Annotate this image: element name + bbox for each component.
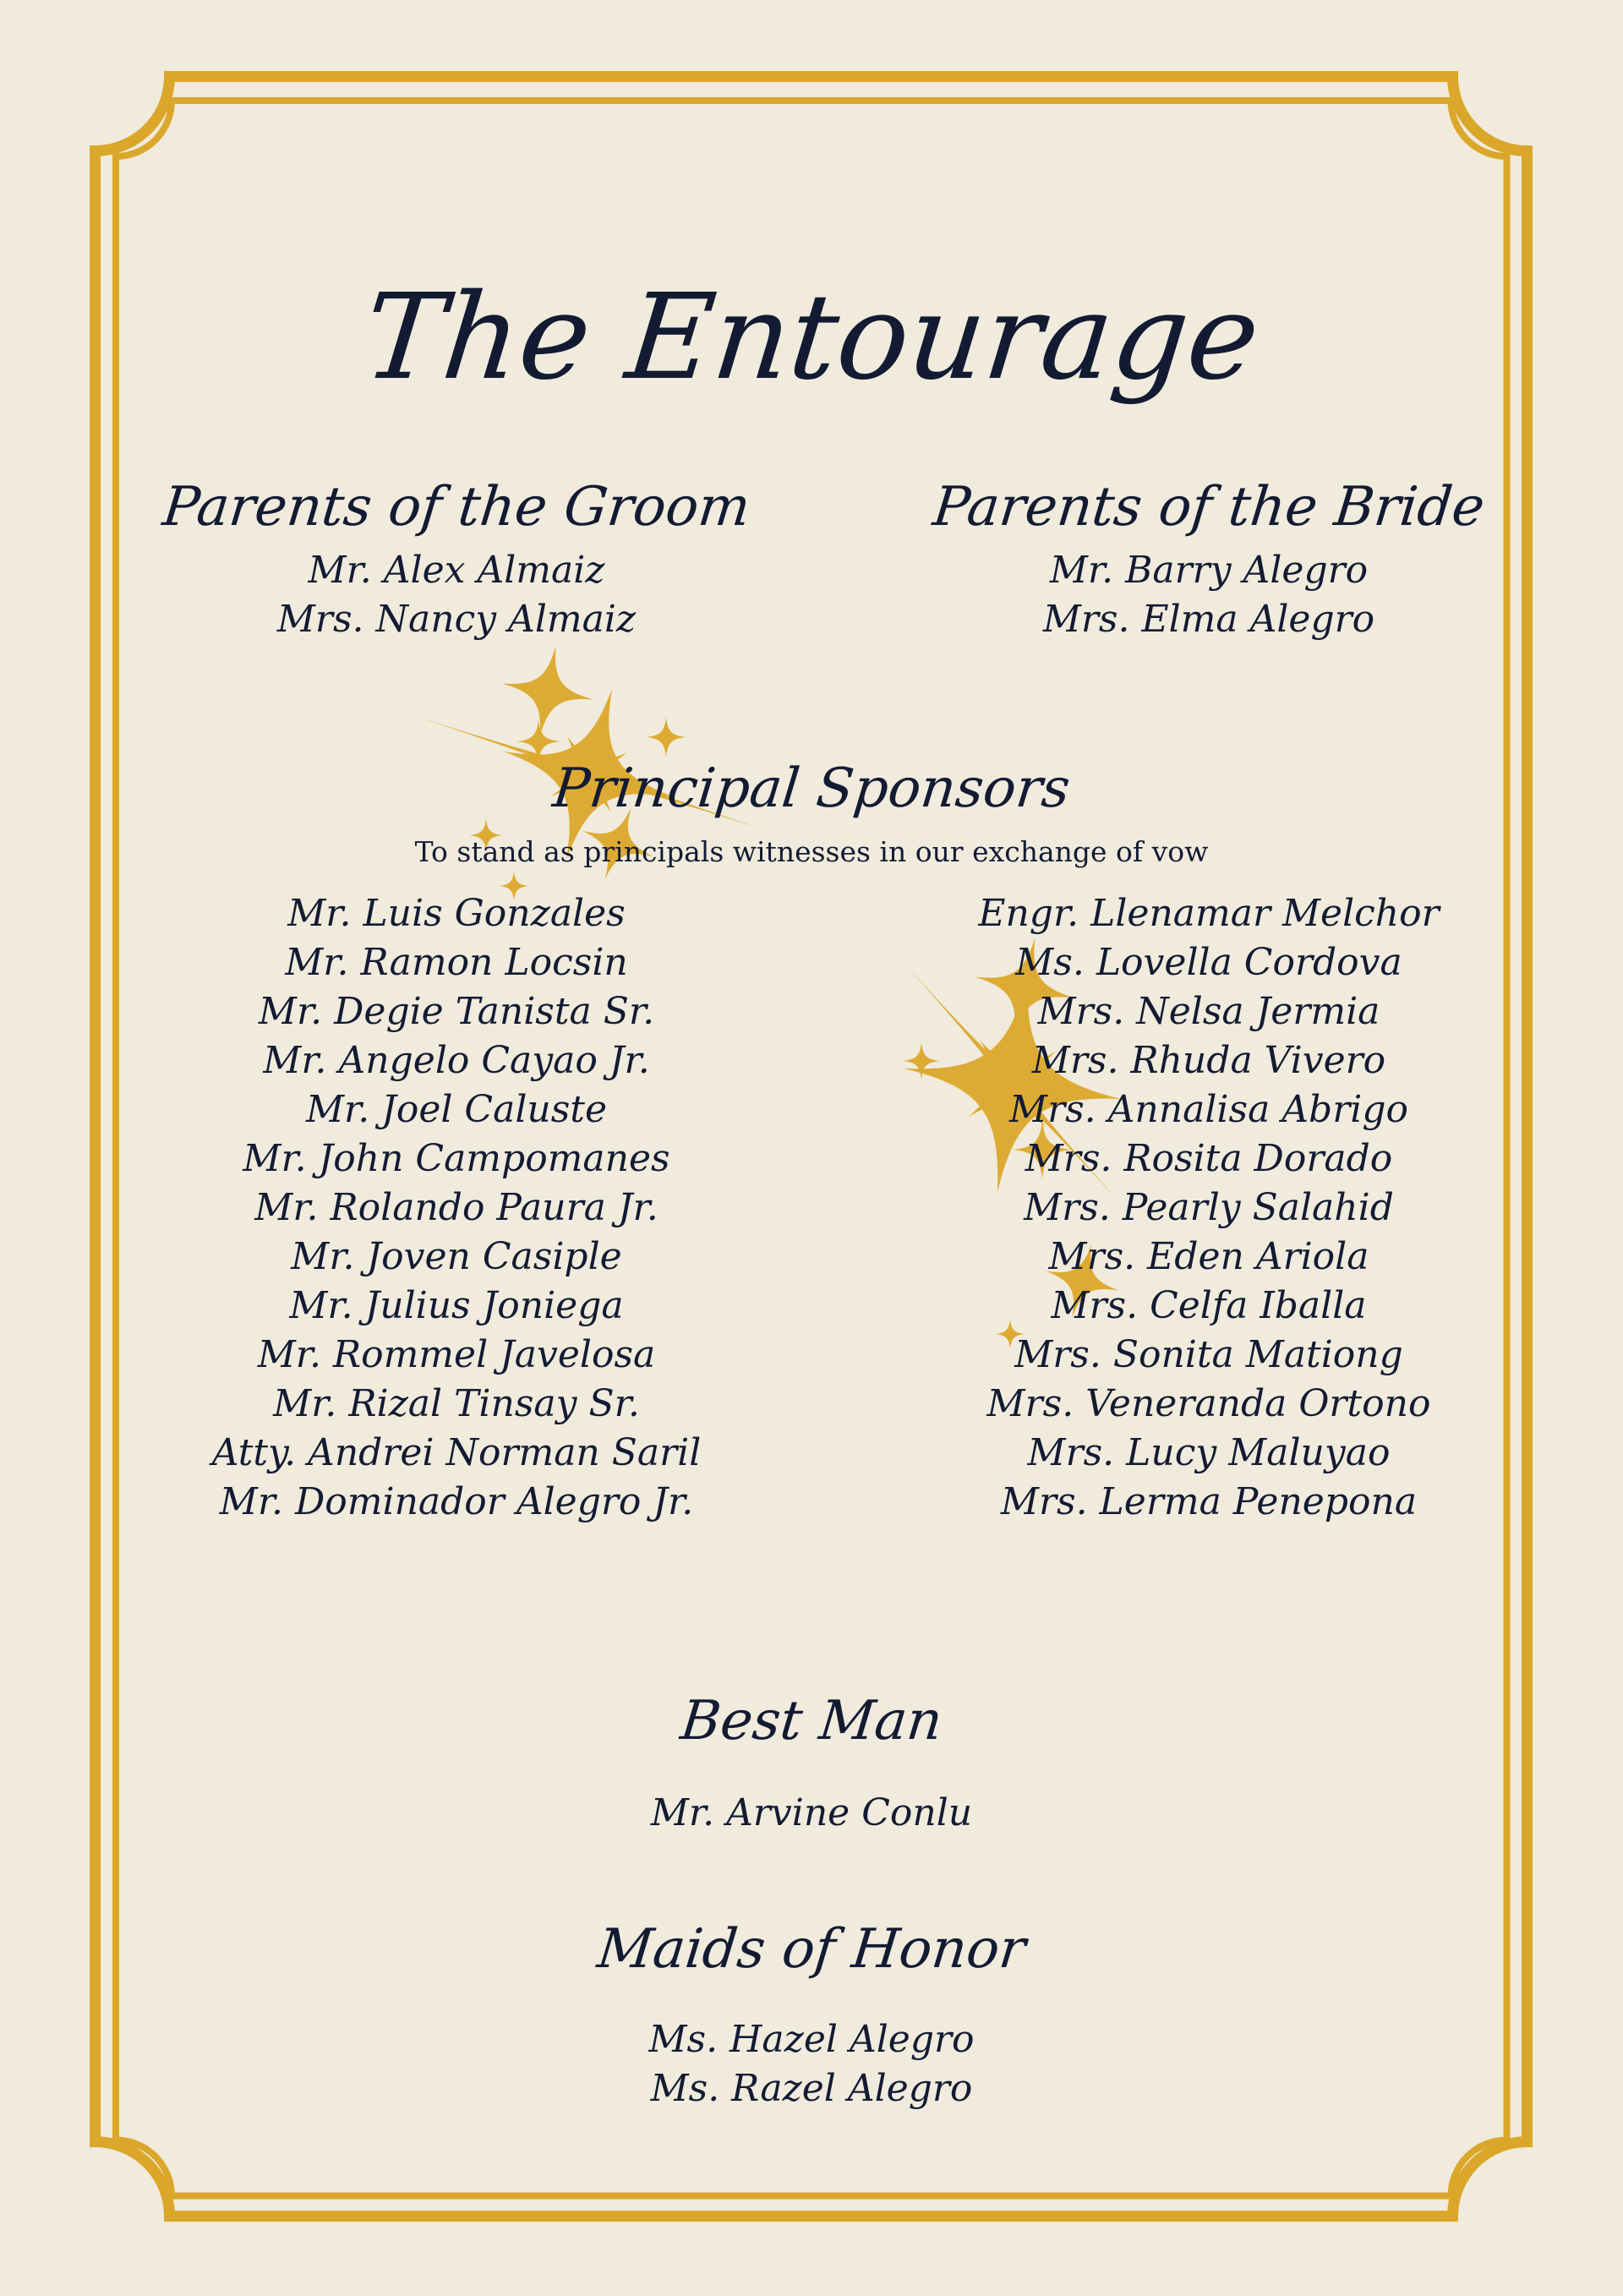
parents-of-bride-names [744, 546, 1623, 644]
parents-of-bride-section [744, 472, 1623, 644]
parent-name: Mrs. Elma Alegro [1042, 598, 1375, 641]
sponsor-name: Engr. Llenamar Melchor [978, 892, 1440, 935]
sponsor-name: Mr. Joven Casiple [291, 1235, 622, 1278]
sparkle-icon [494, 637, 601, 745]
sponsor-name: Mr. Rommel Javelosa [257, 1333, 656, 1376]
sponsor-name: Mrs. Veneranda Ortono [986, 1382, 1431, 1425]
sponsor-name: Mr. Degie Tanista Sr. [258, 990, 655, 1033]
sponsor-name: Mr. Joel Caluste [305, 1088, 608, 1131]
parents-of-groom-heading: Parents of the Groom [160, 476, 753, 538]
sponsor-name: Mr. Julius Joniega [289, 1284, 624, 1327]
sponsor-name: Mr. Angelo Cayao Jr. [263, 1039, 650, 1082]
principal-sponsors-heading: Principal Sponsors [549, 757, 1074, 820]
parent-name: Mr. Barry Alegro [1049, 549, 1369, 592]
best-man-heading: Best Man [677, 1690, 946, 1752]
best-man-names [0, 1789, 1623, 1838]
maids-of-honor-heading: Maids of Honor [594, 1918, 1029, 1981]
sponsor-name: Mrs. Celfa Iballa [1051, 1284, 1367, 1327]
sponsor-name: Atty. Andrei Norman Saril [211, 1431, 702, 1474]
sponsor-name: Mrs. Eden Ariola [1048, 1235, 1369, 1278]
sponsor-name: Mr. Luis Gonzales [287, 892, 626, 935]
sponsor-name: Mr. Rizal Tinsay Sr. [273, 1382, 640, 1425]
sponsor-name: Mr. Ramon Locsin [285, 941, 628, 984]
sponsor-name: Mrs. Lucy Maluyao [1027, 1431, 1391, 1474]
parent-name: Mr. Alex Almaiz [308, 549, 605, 592]
sponsors-right-column [744, 889, 1623, 1527]
sponsor-name: Mrs. Nelsa Jermia [1037, 990, 1380, 1033]
maids-of-honor-names [0, 2015, 1623, 2113]
sponsor-name: Mr. Rolando Paura Jr. [254, 1186, 658, 1229]
page-title: The Entourage [358, 269, 1266, 407]
sponsor-name: Mrs. Pearly Salahid [1024, 1186, 1394, 1229]
sponsor-name: Mr. Dominador Alegro Jr. [219, 1480, 694, 1523]
sparkle-icon [646, 717, 686, 757]
maid-of-honor-name: Ms. Razel Alegro [650, 2067, 973, 2110]
parent-name: Mrs. Nancy Almaiz [276, 598, 637, 641]
sponsor-name: Mr. John Campomanes [243, 1137, 670, 1180]
parents-of-bride-heading: Parents of the Bride [930, 476, 1488, 538]
maid-of-honor-name: Ms. Hazel Alegro [648, 2018, 975, 2061]
sponsor-name: Mrs. Lerma Penepona [1000, 1480, 1418, 1523]
sponsor-name: Mrs. Annalisa Abrigo [1009, 1088, 1408, 1131]
sponsor-name: Ms. Lovella Cordova [1015, 941, 1402, 984]
sponsor-name: Mrs. Rhuda Vivero [1031, 1039, 1386, 1082]
principal-sponsors-subtitle: To stand as principals witnesses in our exchange of vow [414, 835, 1209, 868]
best-man-name: Mr. Arvine Conlu [650, 1791, 973, 1834]
sponsor-name: Mrs. Rosita Dorado [1025, 1137, 1393, 1180]
sponsor-name: Mrs. Sonita Mationg [1014, 1333, 1403, 1376]
